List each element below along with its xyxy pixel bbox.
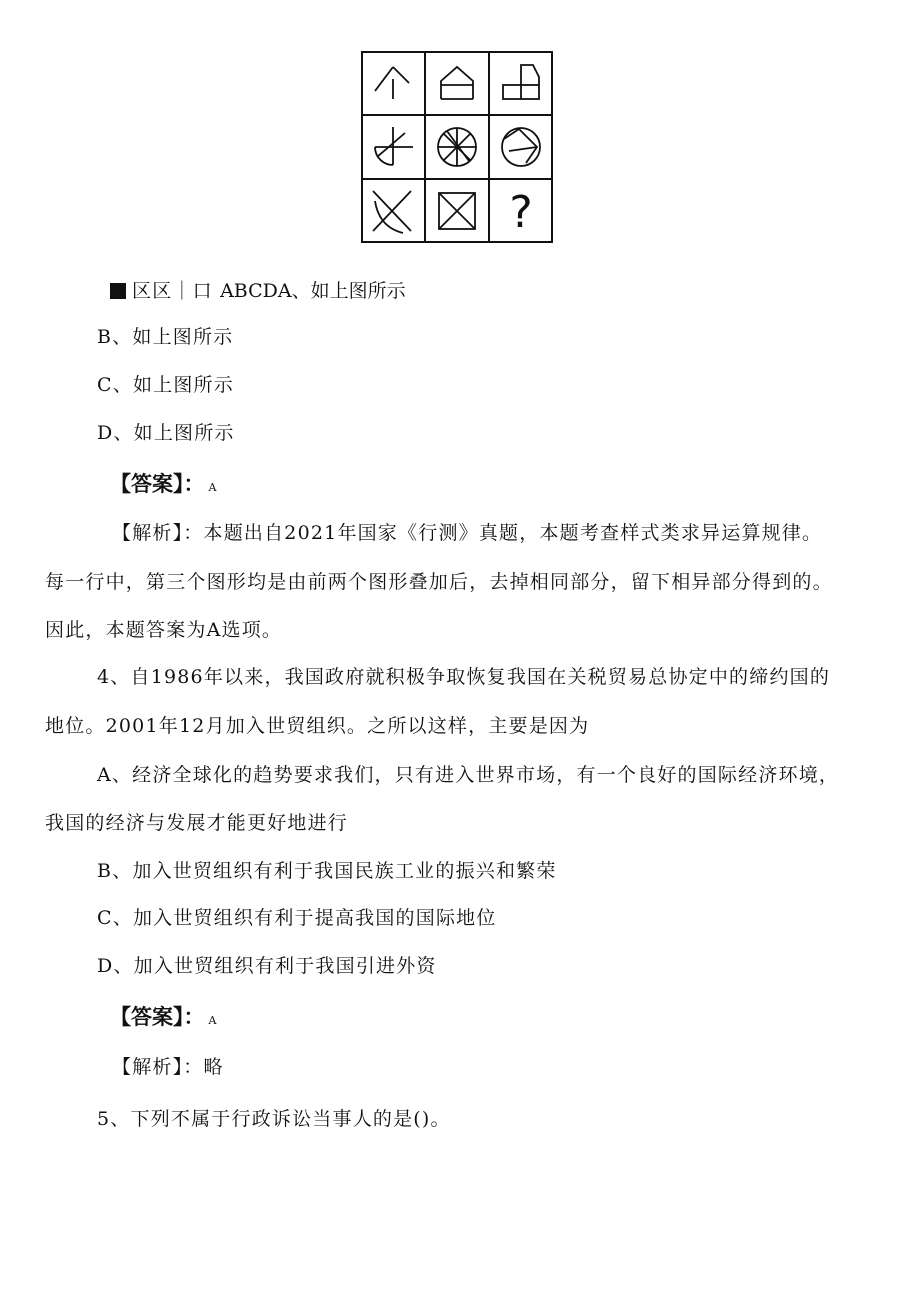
cell-1-3-shape (503, 65, 539, 99)
cell-3-1-shape (373, 191, 411, 233)
q3-analysis-line-3: 因此，本题答案为A选项。 (45, 619, 283, 641)
cell-2-3-shape (502, 128, 540, 166)
q3-option-c: C、如上图所示 (97, 374, 234, 396)
q3-option-a (110, 279, 406, 303)
q3-analysis-line-1: 【解析】：本题出自2021年国家《行测》真题，本题考查样式类求异运算规律。 (112, 522, 823, 544)
q4-answer-label: 【答案】： (110, 1004, 205, 1029)
q4-option-a-line-1: A、经济全球化的趋势要求我们，只有进入世界市场，有一个良好的国际经济环境， (97, 764, 840, 786)
q3-analysis-line-2: 每一行中，第三个图形均是由前两个图形叠加后，去掉相同部分，留下相异部分得到的。 (45, 571, 833, 593)
q4-option-c: C、加入世贸组织有利于提高我国的国际地位 (97, 907, 497, 929)
q3-option-d: D、如上图所示 (97, 422, 235, 444)
q3-answer-label: 【答案】： (110, 471, 205, 496)
cell-2-2-shape (438, 128, 476, 166)
question-mark-cell: ? (509, 187, 533, 238)
q4-analysis: 【解析】：略 (112, 1056, 224, 1078)
filled-square-icon (110, 283, 126, 299)
q4-stem-line-2: 地位。2001年12月加入世贸组织。之所以这样，主要是因为 (45, 715, 590, 737)
q4-option-a-line-2: 我国的经济与发展才能更好地进行 (45, 812, 349, 834)
q3-option-a-text: ABCDA、如上图所示 (220, 280, 406, 302)
q4-option-b: B、加入世贸组织有利于我国民族工业的振兴和繁荣 (97, 860, 557, 882)
q4-answer-value: A (208, 1014, 217, 1027)
cell-2-1-shape (375, 127, 413, 165)
cell-1-2-shape (441, 67, 473, 99)
puzzle-grid (361, 51, 553, 243)
q3-option-a-prefix: 区区｜口 (132, 280, 213, 302)
q3-answer-value: A (208, 481, 217, 494)
q3-answer (110, 472, 216, 500)
q4-option-d: D、加入世贸组织有利于我国引进外资 (97, 955, 437, 977)
q5-stem: 5、下列不属于行政诉讼当事人的是()。 (97, 1108, 451, 1130)
q3-option-b: B、如上图所示 (97, 326, 234, 348)
q4-stem-line-1: 4、自1986年以来，我国政府就积极争取恢复我国在关税贸易总协定中的缔约国的 (97, 666, 831, 688)
puzzle-figure (361, 51, 553, 243)
cell-3-2-shape (439, 193, 475, 229)
cell-1-1-shape (375, 67, 409, 99)
q4-answer (110, 1005, 216, 1033)
